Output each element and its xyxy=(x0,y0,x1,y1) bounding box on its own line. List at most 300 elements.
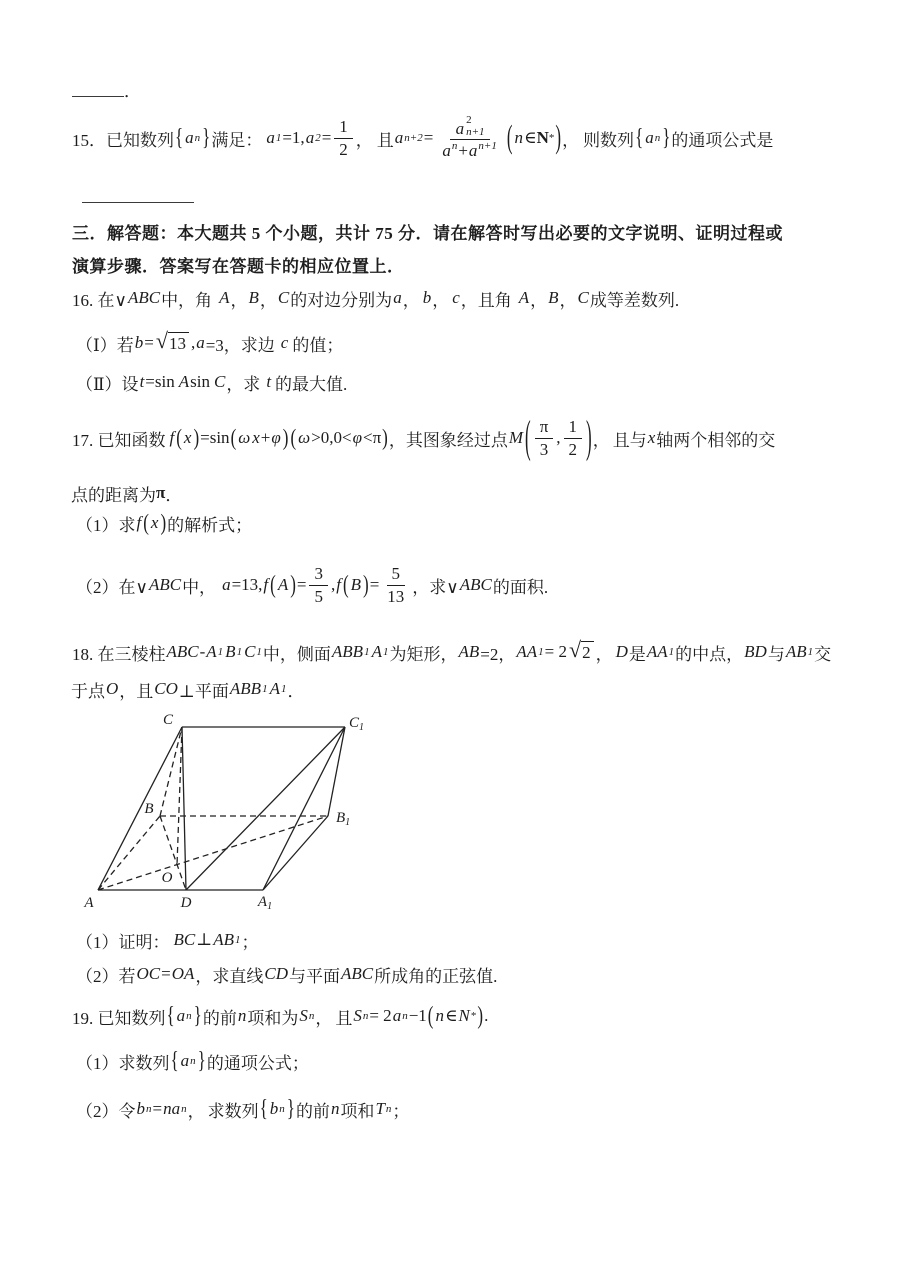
text-run: ，且角 xyxy=(460,290,512,310)
subscript: n xyxy=(190,1054,196,1067)
text-run: 为矩形， xyxy=(389,644,458,664)
open-brace: { xyxy=(635,124,644,151)
math-variable: a xyxy=(305,128,315,147)
text-run: 中，侧面 xyxy=(262,644,331,664)
math-variable: a xyxy=(185,128,194,147)
text-run: 5 xyxy=(314,586,323,606)
math-variable: x xyxy=(252,428,260,447)
text-run: = xyxy=(144,333,154,352)
text-run: 的最大值. xyxy=(275,374,348,394)
math-variable: A xyxy=(269,679,280,698)
math-variable: AB xyxy=(458,642,480,661)
text-run: 满足： xyxy=(211,130,263,150)
close-paren: ) xyxy=(477,1001,484,1030)
fraction xyxy=(334,117,353,159)
open-paren: ( xyxy=(230,424,237,451)
question-16-part2 xyxy=(76,368,347,396)
text-run: 则数列 xyxy=(583,130,635,150)
close-brace: } xyxy=(197,1047,206,1074)
text-run: 3 xyxy=(314,563,323,583)
text-run: 13 xyxy=(168,334,186,353)
math-variable: a xyxy=(266,128,275,147)
text-run: 且 xyxy=(376,130,394,150)
text-run: = xyxy=(161,964,171,983)
math-variable: x xyxy=(150,513,159,532)
subscript: 1 xyxy=(217,645,224,658)
subscript: n xyxy=(402,1009,408,1022)
text-run: 三．解答题：本大题共 5 个小题，共计 75 分．请在解答时写出必要的文字说明、证明过程或 xyxy=(72,223,783,243)
math-variable: A xyxy=(206,642,217,661)
math-variable: a xyxy=(392,1006,402,1025)
close-brace: } xyxy=(193,1002,202,1029)
paren-group xyxy=(230,424,290,451)
text-run: ， xyxy=(355,130,373,150)
radicand xyxy=(581,641,594,663)
text-run: （2）令 xyxy=(76,1101,136,1121)
text-run: = xyxy=(321,128,332,147)
math-variable: B xyxy=(350,575,362,594)
math-variable: a xyxy=(468,141,478,161)
text-run: 轴两个相邻的交 xyxy=(656,430,776,450)
question-18-line2 xyxy=(71,676,304,702)
text-run: ∈ xyxy=(524,128,537,147)
text-run: 点的距离为 xyxy=(71,485,156,505)
question-15 xyxy=(72,102,773,174)
math-variable: f xyxy=(169,428,175,447)
text-run: 的中点， xyxy=(675,644,744,664)
vertex-label-C1: $C_1$ xyxy=(349,715,365,733)
text-run: 的前 xyxy=(202,1008,237,1028)
superscript: * xyxy=(470,1009,477,1022)
math-variable: C xyxy=(277,288,290,307)
vertex-label-A: A xyxy=(84,895,94,911)
subscript: n+2 xyxy=(404,131,423,144)
math-variable: a xyxy=(176,1006,186,1025)
open-paren: ( xyxy=(506,119,513,156)
subscript: n xyxy=(654,131,661,144)
math-variable: x xyxy=(647,428,656,447)
bold-text-run: N xyxy=(536,128,549,147)
math-variable: a xyxy=(645,128,654,147)
superscript: * xyxy=(548,131,555,144)
paren-group xyxy=(289,424,388,451)
fraction xyxy=(436,115,503,161)
section-header-line1 xyxy=(72,218,783,244)
text-run: 的值； xyxy=(292,335,344,355)
subscript: n+1 xyxy=(478,140,497,153)
math-variable: M xyxy=(508,428,524,447)
text-run: π xyxy=(539,416,549,436)
math-variable: T xyxy=(375,1099,385,1118)
superscript: 2 xyxy=(466,114,472,127)
text-run: 5 xyxy=(391,563,401,583)
math-variable: AA xyxy=(516,642,538,661)
text-run: . xyxy=(484,1006,489,1025)
vertex-label-O: O xyxy=(161,870,173,886)
braced-group xyxy=(634,124,671,151)
hidden-edge-A-B1 xyxy=(98,816,328,890)
subscript: n xyxy=(362,1009,369,1022)
open-paren: ( xyxy=(270,570,276,599)
text-run: + xyxy=(260,428,271,447)
math-variable: ABB xyxy=(331,642,364,661)
math-variable: f xyxy=(336,575,341,594)
text-run: = 2 xyxy=(369,1006,392,1025)
fraction-denominator xyxy=(334,139,353,160)
question-17-line2 xyxy=(71,481,182,505)
vertex-label-B: B xyxy=(144,801,154,817)
text-run: 求数列 xyxy=(207,1101,259,1121)
stacked-subsup xyxy=(466,115,484,138)
text-run: 3 xyxy=(539,439,549,459)
braced-group xyxy=(259,1095,296,1122)
subscript: n xyxy=(181,1102,187,1115)
text-run: ， xyxy=(402,290,420,310)
fraction-denominator xyxy=(309,586,328,607)
close-brace: } xyxy=(202,124,211,151)
text-run: =2， xyxy=(480,644,516,664)
text-run: （1）证明： xyxy=(76,932,170,952)
subscript: 1 xyxy=(256,645,262,658)
math-variable: b xyxy=(422,288,432,307)
close-paren: ) xyxy=(290,570,296,599)
text-run: （1）求 xyxy=(76,515,136,535)
fraction xyxy=(382,564,409,606)
text-run: 交 xyxy=(814,644,832,664)
text-run: ， xyxy=(559,290,577,310)
radical-sign: √ xyxy=(155,328,168,353)
math-variable: x xyxy=(183,428,192,447)
math-variable: A xyxy=(518,288,530,307)
subscript: 1 xyxy=(280,682,287,695)
text-run: 且与 xyxy=(612,430,647,450)
open-paren: ( xyxy=(525,411,531,463)
math-variable: AB xyxy=(213,930,235,949)
edge-C1-B1 xyxy=(328,727,345,816)
braced-group xyxy=(174,124,211,151)
text-run: - xyxy=(199,642,206,661)
math-variable: S xyxy=(353,1006,362,1025)
paren-group xyxy=(175,424,200,451)
answer-blank-top xyxy=(72,80,141,101)
subscript: 1 xyxy=(668,645,675,658)
text-run: 的解析式； xyxy=(167,515,253,535)
question-16-part1 xyxy=(76,327,343,359)
hidden-edge-C-O xyxy=(177,727,182,865)
math-variable: S xyxy=(299,1006,308,1025)
text-run: ， xyxy=(592,430,610,450)
math-variable: CD xyxy=(264,964,289,983)
close-paren: ) xyxy=(382,424,388,451)
subscript: 1 xyxy=(807,645,814,658)
math-variable: a xyxy=(394,128,404,147)
bold-text-run: π xyxy=(156,483,166,502)
text-run: 于点 xyxy=(71,681,105,701)
paren-group xyxy=(342,570,370,599)
fraction-denominator xyxy=(535,439,554,460)
math-variable: A xyxy=(371,642,382,661)
text-run: =3，求边 xyxy=(205,335,275,355)
subscript: 1 xyxy=(235,933,241,946)
text-run: 的通项公式是 xyxy=(671,130,774,150)
square-root xyxy=(155,328,189,354)
math-variable: A xyxy=(277,575,289,594)
math-variable: O xyxy=(106,679,119,698)
math-variable: B xyxy=(248,288,259,307)
hidden-edge-A-B xyxy=(98,816,160,890)
text-run: ， xyxy=(432,290,450,310)
close-paren: ) xyxy=(160,509,167,536)
question-18-line1 xyxy=(72,637,831,667)
math-variable: BC xyxy=(173,930,196,949)
close-paren: ) xyxy=(282,424,289,451)
math-variable: D xyxy=(615,642,628,661)
subscript: n xyxy=(186,1009,192,1022)
subscript: 1 xyxy=(262,682,268,695)
math-variable: C xyxy=(577,288,589,307)
vertex-label-B1: $B_1$ xyxy=(336,810,351,828)
math-variable: A xyxy=(219,288,230,307)
subscript: 1 xyxy=(236,645,243,658)
text-run: 2 xyxy=(582,643,591,662)
subscript: n xyxy=(308,1009,315,1022)
text-run: 项和 xyxy=(340,1101,375,1121)
math-variable: f xyxy=(136,513,142,532)
math-variable: t xyxy=(139,372,145,391)
math-variable: c xyxy=(280,333,289,352)
text-run: ⊥ xyxy=(196,930,213,949)
math-variable: b xyxy=(269,1099,279,1118)
text-run: 与 xyxy=(767,644,785,664)
text-run: ，求∨ xyxy=(412,577,459,597)
text-run: =sin xyxy=(200,428,230,447)
prism-figure xyxy=(60,710,380,915)
math-variable: f xyxy=(263,575,269,594)
radical-sign: √ xyxy=(568,637,582,662)
math-variable: N xyxy=(458,1006,470,1025)
fraction-numerator xyxy=(387,564,406,586)
text-run: ； xyxy=(392,1101,410,1121)
edge-B1-A1 xyxy=(263,816,328,890)
text-run: 18. 在三棱柱 xyxy=(72,644,166,664)
math-variable: a xyxy=(455,118,465,138)
text-run: 的对边分别为 xyxy=(290,290,393,310)
text-run: ⊥平面 xyxy=(178,681,229,701)
text-run: （2）若 xyxy=(76,966,136,986)
open-paren: ( xyxy=(176,424,182,451)
text-run: =sin xyxy=(145,372,175,391)
fraction-numerator xyxy=(535,417,554,439)
text-run: 所成角的正弦值. xyxy=(374,966,498,986)
fraction-numerator xyxy=(309,564,328,586)
text-run: （Ⅰ）若 xyxy=(76,335,134,355)
text-run: + xyxy=(458,141,468,161)
text-run: 的面积. xyxy=(492,577,549,597)
close-paren: ) xyxy=(193,424,200,451)
text-run: 的前 xyxy=(295,1101,330,1121)
text-run: ； xyxy=(241,932,259,952)
text-run: 2 xyxy=(568,439,578,459)
text-run: （2）在∨ xyxy=(76,577,148,597)
text-run: 16. 在∨ xyxy=(72,290,127,310)
vertex-label-A1: $A_1$ xyxy=(257,894,273,912)
math-variable: b xyxy=(136,1099,145,1118)
math-variable: ω xyxy=(238,428,251,447)
edge-C-D xyxy=(182,727,186,890)
question-19 xyxy=(72,1000,488,1032)
math-variable: b xyxy=(134,333,144,352)
text-run: =1, xyxy=(282,128,305,147)
text-run: = 2 xyxy=(544,642,567,661)
text-run: = xyxy=(296,575,307,594)
radicand xyxy=(168,332,189,354)
text-run: ， xyxy=(315,1008,333,1028)
open-brace: { xyxy=(175,124,184,151)
text-run: , xyxy=(556,428,561,447)
math-variable: AA xyxy=(646,642,668,661)
fraction-numerator xyxy=(450,115,490,140)
text-run: 17. 已知函数 xyxy=(72,430,166,450)
open-paren: ( xyxy=(143,509,149,536)
math-variable: ABC xyxy=(459,575,492,594)
answer-blank-line xyxy=(82,188,194,203)
text-run: （1）求数列 xyxy=(76,1053,170,1073)
text-run: 与平面 xyxy=(289,966,341,986)
math-variable: ω xyxy=(298,428,311,447)
text-run: ，其图象经过点 xyxy=(388,430,508,450)
text-run: ， xyxy=(595,644,613,664)
text-run: −1 xyxy=(408,1006,427,1025)
open-brace: { xyxy=(259,1095,268,1122)
braced-group xyxy=(166,1002,203,1029)
math-variable: a xyxy=(180,1051,190,1070)
text-run: 的通项公式； xyxy=(206,1053,309,1073)
text-run: 1 xyxy=(568,416,578,436)
text-run: 15．已知数列 xyxy=(72,130,174,150)
subscript: n xyxy=(385,1102,392,1115)
fraction-numerator xyxy=(334,117,353,139)
edge-D-C1 xyxy=(186,727,345,890)
math-variable: n xyxy=(237,1006,247,1025)
subscript: n xyxy=(146,1102,152,1115)
fraction-denominator xyxy=(382,586,409,607)
paren-group xyxy=(524,411,593,463)
text-run: 中， xyxy=(182,577,217,597)
edge-A-C xyxy=(98,727,182,890)
math-variable: B xyxy=(548,288,559,307)
answer-blank-15 xyxy=(82,188,194,203)
text-run: 是 xyxy=(628,644,646,664)
text-run: = xyxy=(152,1099,163,1118)
text-run: ，且 xyxy=(119,681,154,701)
paren-group xyxy=(506,119,562,156)
open-paren: ( xyxy=(342,570,349,599)
text-run: 13 xyxy=(387,586,405,606)
text-run: ， xyxy=(530,290,548,310)
math-variable: φ xyxy=(271,428,281,447)
math-variable: a xyxy=(442,141,451,161)
text-run: ． xyxy=(287,681,305,701)
math-variable: a xyxy=(393,288,402,307)
text-run: 演算步骤．答案写在答题卡的相应位置上． xyxy=(72,256,405,276)
subscript: 1 xyxy=(538,645,544,658)
text-run: ． xyxy=(124,81,141,101)
text-run: ． xyxy=(165,485,183,505)
braced-group xyxy=(170,1047,207,1074)
math-variable: n xyxy=(435,1006,444,1025)
text-run: , xyxy=(190,333,196,352)
fraction-numerator xyxy=(564,417,583,439)
text-run: ， xyxy=(187,1101,205,1121)
text-run: ∈ xyxy=(444,1006,458,1025)
text-run: ， xyxy=(562,130,580,150)
square-root xyxy=(568,637,594,663)
text-run: = xyxy=(369,575,380,594)
fraction xyxy=(309,564,328,606)
math-variable: B xyxy=(225,642,236,661)
subscript: n xyxy=(279,1102,285,1115)
fraction-denominator xyxy=(564,439,583,460)
answer-blank-line xyxy=(72,82,124,97)
subscript: 1 xyxy=(382,645,389,658)
text-run: ，求 xyxy=(226,374,261,394)
open-brace: { xyxy=(170,1047,179,1074)
text-run: ， xyxy=(230,290,248,310)
question-19-part2 xyxy=(76,1093,409,1125)
math-variable: CO xyxy=(154,679,178,698)
math-variable: OA xyxy=(171,964,195,983)
math-variable: t xyxy=(266,372,272,391)
subscript: n xyxy=(451,140,458,153)
math-variable: A xyxy=(178,372,190,391)
text-run: 成等差数列. xyxy=(589,290,680,310)
text-run: = xyxy=(423,128,434,147)
math-variable: φ xyxy=(352,428,362,447)
math-variable: ABB xyxy=(229,679,262,698)
subscript: 1 xyxy=(364,645,370,658)
question-17-part1 xyxy=(76,508,252,538)
question-16 xyxy=(72,286,679,310)
text-run: 19. 已知数列 xyxy=(72,1008,166,1028)
text-run: =13, xyxy=(231,575,263,594)
vertex-label-D: D xyxy=(180,895,192,911)
text-run: 且 xyxy=(335,1008,353,1028)
math-variable: c xyxy=(452,288,460,307)
fraction-denominator xyxy=(436,140,503,161)
math-variable: a xyxy=(222,575,231,594)
math-variable: ABC xyxy=(341,964,374,983)
text-run: ，求直线 xyxy=(195,966,264,986)
text-run: 1 xyxy=(339,116,348,136)
close-brace: } xyxy=(662,124,671,151)
text-run: <π xyxy=(363,428,382,447)
text-run: , xyxy=(330,575,336,594)
paren-group xyxy=(427,1001,484,1030)
vertex-label-C: C xyxy=(162,712,174,728)
math-variable: n xyxy=(514,128,524,147)
question-18-part1 xyxy=(76,926,259,954)
text-run: 项和为 xyxy=(247,1008,299,1028)
math-variable: AB xyxy=(785,642,807,661)
edge-A1-C1 xyxy=(263,727,345,890)
math-variable: C xyxy=(213,372,226,391)
math-variable: n xyxy=(330,1099,340,1118)
close-paren: ) xyxy=(586,411,592,463)
subscript: 1 xyxy=(275,131,282,144)
section-header-line2 xyxy=(72,251,405,277)
math-variable: BD xyxy=(744,642,767,661)
text-run: （Ⅱ）设 xyxy=(76,374,139,394)
